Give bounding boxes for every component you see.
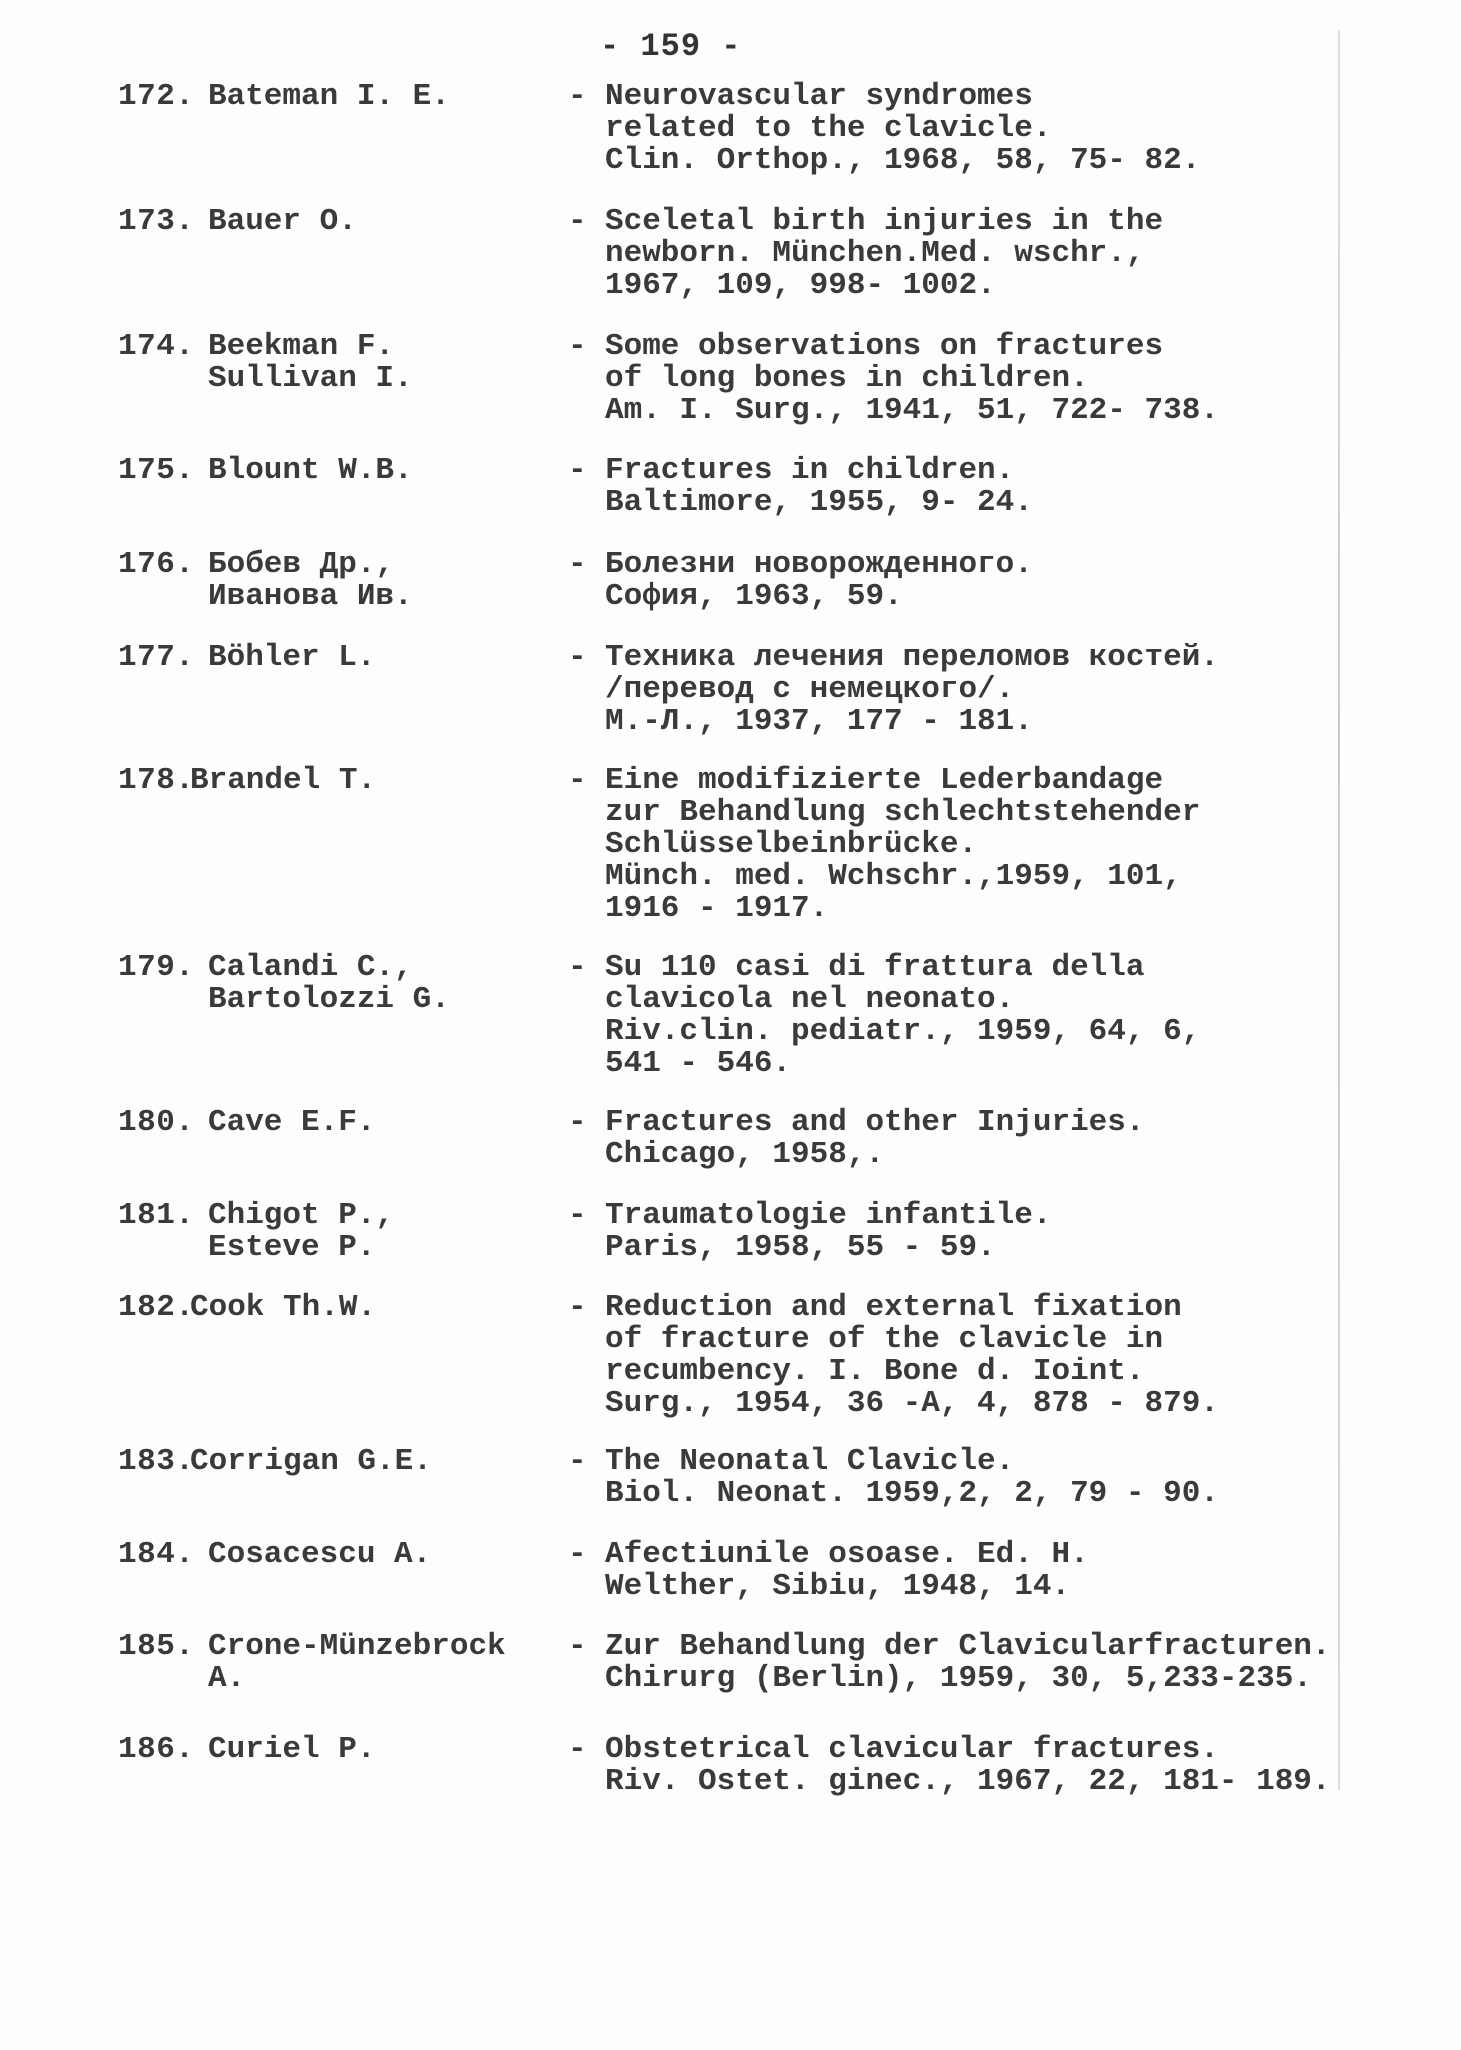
entry-number: 186. bbox=[118, 1732, 195, 1767]
entry-authors bbox=[208, 1539, 431, 1571]
reference-line: Schlüsselbeinbrücke. bbox=[605, 827, 978, 862]
entry-dash: - bbox=[568, 640, 587, 675]
reference-line: /перевод с немецкого/. bbox=[605, 672, 1015, 707]
entry-dash: - bbox=[568, 1444, 587, 1479]
reference-line: recumbency. I. Bone d. Ioint. bbox=[605, 1354, 1145, 1389]
entry-authors bbox=[208, 206, 357, 238]
entry-dash: - bbox=[568, 1629, 587, 1664]
entry-dash: - bbox=[568, 1105, 587, 1140]
entry-reference bbox=[605, 1200, 1051, 1264]
author-name: Bartolozzi G. bbox=[208, 982, 450, 1017]
entry-number: 174. bbox=[118, 329, 195, 364]
entry-reference bbox=[605, 81, 1200, 177]
entry-reference bbox=[605, 549, 1033, 613]
entry-authors bbox=[208, 1631, 506, 1695]
entry-reference bbox=[605, 1734, 1331, 1798]
entry-authors bbox=[190, 765, 376, 797]
reference-line: Surg., 1954, 36 -A, 4, 878 - 879. bbox=[605, 1386, 1219, 1421]
reference-line: Afectiunile osoase. Ed. H. bbox=[605, 1537, 1089, 1572]
reference-line: Am. I. Surg., 1941, 51, 722- 738. bbox=[605, 393, 1219, 428]
entry-dash: - bbox=[568, 1198, 587, 1233]
page-number: - 159 - bbox=[600, 28, 742, 65]
entry-number: 180. bbox=[118, 1105, 195, 1140]
entry-number: 178. bbox=[118, 763, 195, 798]
reference-line: Техника лечения переломов костей. bbox=[605, 640, 1219, 675]
entry-number: 176. bbox=[118, 547, 195, 582]
entry-dash: - bbox=[568, 79, 587, 114]
entry-number: 184. bbox=[118, 1537, 195, 1572]
author-name: Cosacescu A. bbox=[208, 1537, 432, 1572]
entry-number: 175. bbox=[118, 453, 195, 488]
entry-number: 182. bbox=[118, 1290, 195, 1325]
entry-reference bbox=[605, 642, 1219, 738]
reference-line: Neurovascular syndromes bbox=[605, 79, 1033, 114]
author-name: Calandi C., bbox=[208, 950, 413, 985]
reference-line: Chirurg (Berlin), 1959, 30, 5,233-235. bbox=[605, 1661, 1312, 1696]
reference-line: 1967, 109, 998- 1002. bbox=[605, 268, 996, 303]
entry-dash: - bbox=[568, 950, 587, 985]
reference-line: Riv.clin. pediatr., 1959, 64, 6, bbox=[605, 1014, 1201, 1049]
entry-dash: - bbox=[568, 1732, 587, 1767]
reference-line: Su 110 casi di frattura della bbox=[605, 950, 1145, 985]
reference-line: София, 1963, 59. bbox=[605, 579, 903, 614]
reference-line: М.-Л., 1937, 177 - 181. bbox=[605, 704, 1033, 739]
author-name: Иванова Ив. bbox=[208, 579, 413, 614]
reference-line: Sceletal birth injuries in the bbox=[605, 204, 1164, 239]
entry-dash: - bbox=[568, 204, 587, 239]
entry-reference bbox=[605, 765, 1200, 925]
author-name: Bauer O. bbox=[208, 204, 357, 239]
entry-reference bbox=[605, 1107, 1145, 1171]
reference-line: Baltimore, 1955, 9- 24. bbox=[605, 485, 1033, 520]
author-name: Corrigan G.E. bbox=[190, 1444, 432, 1479]
entry-authors bbox=[208, 1107, 375, 1139]
entry-dash: - bbox=[568, 547, 587, 582]
entry-reference bbox=[605, 1446, 1219, 1510]
entry-authors bbox=[208, 455, 413, 487]
entry-authors bbox=[208, 642, 375, 674]
reference-line: 541 - 546. bbox=[605, 1046, 792, 1081]
author-name: A. bbox=[208, 1661, 246, 1696]
entry-number: 173. bbox=[118, 204, 195, 239]
entry-authors bbox=[208, 952, 450, 1016]
page-fold-shadow bbox=[1338, 30, 1340, 1790]
reference-line: Münch. med. Wchschr.,1959, 101, bbox=[605, 859, 1182, 894]
reference-line: Traumatologie infantile. bbox=[605, 1198, 1052, 1233]
entry-authors bbox=[190, 1292, 376, 1324]
reference-line: Eine modifizierte Lederbandage bbox=[605, 763, 1164, 798]
entry-authors bbox=[208, 81, 450, 113]
author-name: Sullivan I. bbox=[208, 361, 413, 396]
reference-line: Chicago, 1958,. bbox=[605, 1137, 885, 1172]
reference-line: Fractures in children. bbox=[605, 453, 1015, 488]
entry-authors bbox=[208, 1734, 375, 1766]
entry-number: 179. bbox=[118, 950, 195, 985]
entry-number: 183. bbox=[118, 1444, 195, 1479]
entry-reference bbox=[605, 1631, 1331, 1695]
reference-line: Zur Behandlung der Clavicularfracturen. bbox=[605, 1629, 1331, 1664]
reference-line: 1916 - 1917. bbox=[605, 891, 829, 926]
entry-reference bbox=[605, 455, 1033, 519]
reference-line: The Neonatal Clavicle. bbox=[605, 1444, 1015, 1479]
entry-reference bbox=[605, 206, 1163, 302]
reference-line: Болезни новорожденного. bbox=[605, 547, 1033, 582]
reference-line: Biol. Neonat. 1959,2, 2, 79 - 90. bbox=[605, 1476, 1219, 1511]
reference-line: Obstetrical clavicular fractures. bbox=[605, 1732, 1219, 1767]
entry-reference bbox=[605, 1292, 1219, 1420]
entry-number: 177. bbox=[118, 640, 195, 675]
author-name: Cave E.F. bbox=[208, 1105, 376, 1140]
entry-dash: - bbox=[568, 453, 587, 488]
entry-authors bbox=[190, 1446, 432, 1478]
reference-line: of long bones in children. bbox=[605, 361, 1089, 396]
entry-number: 181. bbox=[118, 1198, 195, 1233]
entry-dash: - bbox=[568, 1290, 587, 1325]
author-name: Beekman F. bbox=[208, 329, 395, 364]
reference-line: related to the clavicle. bbox=[605, 111, 1052, 146]
author-name: Curiel P. bbox=[208, 1732, 376, 1767]
reference-line: Paris, 1958, 55 - 59. bbox=[605, 1230, 996, 1265]
reference-line: Reduction and external fixation bbox=[605, 1290, 1182, 1325]
reference-line: Welther, Sibiu, 1948, 14. bbox=[605, 1569, 1071, 1604]
entry-dash: - bbox=[568, 763, 587, 798]
author-name: Chigot P., bbox=[208, 1198, 395, 1233]
author-name: Бобев Др., bbox=[208, 547, 395, 582]
entry-dash: - bbox=[568, 1537, 587, 1572]
author-name: Esteve P. bbox=[208, 1230, 376, 1265]
author-name: Cook Th.W. bbox=[190, 1290, 377, 1325]
entry-reference bbox=[605, 952, 1200, 1080]
author-name: Böhler L. bbox=[208, 640, 376, 675]
reference-line: of fracture of the clavicle in bbox=[605, 1322, 1164, 1357]
author-name: Bateman I. E. bbox=[208, 79, 450, 114]
entry-dash: - bbox=[568, 329, 587, 364]
reference-line: clavicola nel neonato. bbox=[605, 982, 1015, 1017]
author-name: Crone-Münzebrock bbox=[208, 1629, 506, 1664]
entry-number: 172. bbox=[118, 79, 195, 114]
entry-authors bbox=[208, 331, 413, 395]
reference-line: Some observations on fractures bbox=[605, 329, 1164, 364]
reference-line: Clin. Orthop., 1968, 58, 75- 82. bbox=[605, 143, 1201, 178]
reference-line: Riv. Ostet. ginec., 1967, 22, 181- 189. bbox=[605, 1764, 1331, 1799]
author-name: Brandel T. bbox=[190, 763, 377, 798]
entry-number: 185. bbox=[118, 1629, 195, 1664]
entry-reference bbox=[605, 331, 1219, 427]
reference-line: Fractures and other Injuries. bbox=[605, 1105, 1145, 1140]
entry-authors bbox=[208, 549, 413, 613]
author-name: Blount W.B. bbox=[208, 453, 413, 488]
reference-line: zur Behandlung schlechtstehender bbox=[605, 795, 1201, 830]
entry-reference bbox=[605, 1539, 1089, 1603]
reference-line: newborn. München.Med. wschr., bbox=[605, 236, 1145, 271]
entry-authors bbox=[208, 1200, 394, 1264]
